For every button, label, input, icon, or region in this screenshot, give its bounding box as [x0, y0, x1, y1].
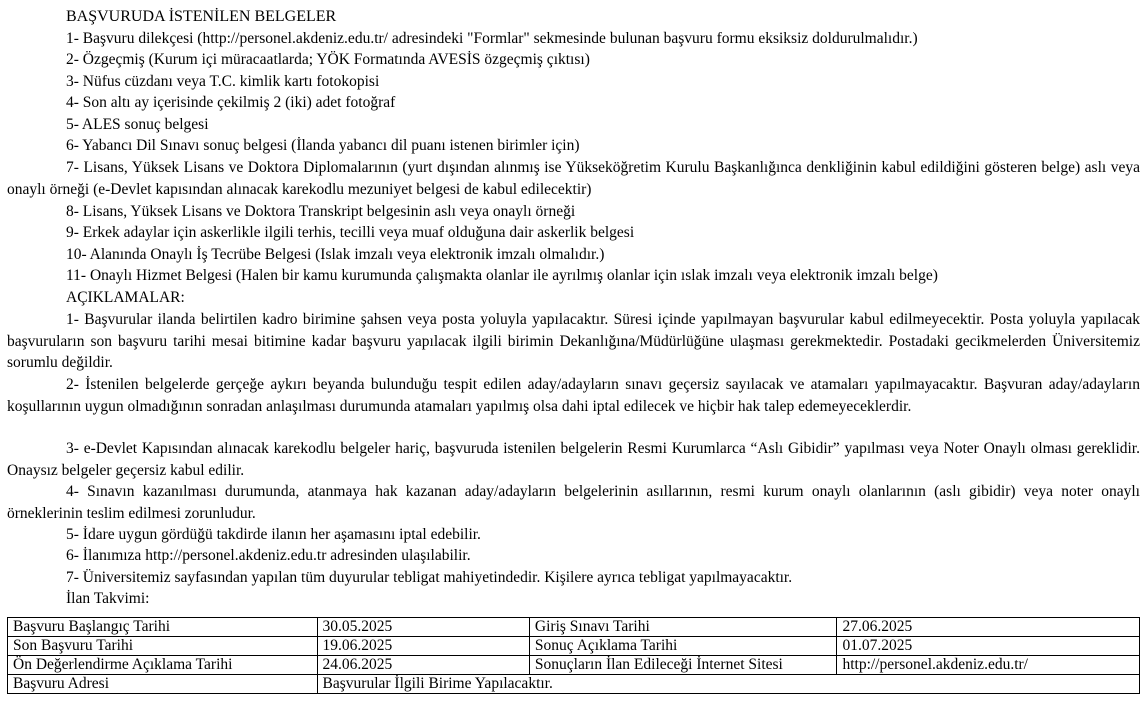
table-cell-label: Başvuru Adresi [8, 675, 318, 694]
table-cell-label: Giriş Sınavı Tarihi [529, 618, 837, 637]
aciklama-item-6: 6- İlanımıza http://personel.akdeniz.edu.tr adresinden ulaşılabilir. [66, 547, 471, 564]
table-row [8, 618, 1140, 637]
aciklama-item-2: 2- İstenilen belgelerde gerçeğe aykırı beyanda bulunduğu tespit edilen aday/adayların sınavı geçersiz sayılacak ve atamaları yapılmayacaktır. Başvuran aday/adayların koşullarının uygun olmadığının sonradan anlaşılması durumunda atamaları yapılmış olsa dahi iptal edilecek ve hiçbir hak talep edemeyeceklerdir. [7, 376, 1140, 415]
belge-item-5: 5- ALES sonuç belgesi [66, 116, 209, 133]
belge-item-11: 11- Onaylı Hizmet Belgesi (Halen bir kamu kurumunda çalışmakta olanlar ile ayrılmış olanlar için ıslak imzalı veya elektronik imzalı belge) [66, 267, 938, 284]
table-cell-date: 27.06.2025 [837, 618, 1140, 637]
belge-item-2: 2- Özgeçmiş (Kurum içi müracaatlarda; YÖK Formatında AVESİS özgeçmiş çıktısı) [66, 51, 590, 68]
ilan-takvimi-table [7, 617, 1140, 694]
aciklama-item-4: 4- Sınavın kazanılması durumunda, atanmaya hak kazanan aday/adayların belgelerinin asıllarının, resmi kurum onaylı olanlarının (aslı gibidir) veya noter onaylı örneklerinin teslim edilmesi zorunludur. [7, 483, 1140, 522]
website-link[interactable]: http://personel.akdeniz.edu.tr/ [837, 656, 1140, 675]
aciklama-item-7: 7- Üniversitemiz sayfasından yapılan tüm duyurular tebligat mahiyetindedir. Kişilere ayrıca tebligat yapılmayacaktır. [66, 569, 793, 586]
table-cell-label: Başvuru Başlangıç Tarihi [8, 618, 318, 637]
belge-item-8: 8- Lisans, Yüksek Lisans ve Doktora Transkript belgesinin aslı veya onaylı örneği [66, 203, 576, 220]
belge-item-6: 6- Yabancı Dil Sınavı sonuç belgesi (İlanda yabancı dil puanı istenen birimler için) [66, 137, 580, 154]
table-cell-date: 30.05.2025 [317, 618, 529, 637]
belge-item-7: 7- Lisans, Yüksek Lisans ve Doktora Diplomalarının (yurt dışından alınmış ise Yükseköğretim Kurulu Başkanlığınca denkliğinin kabul edildiğini gösteren belge) aslı veya onaylı örneği (e-Devlet kapısından alınacak karekodlu mezuniyet belgesi de kabul edilecektir) [7, 159, 1140, 198]
table-cell-label: Sonuçların İlan Edileceği İnternet Sitesi [529, 656, 837, 675]
belge-item-4: 4- Son altı ay içerisinde çekilmiş 2 (iki) adet fotoğraf [66, 94, 396, 111]
table-cell-address: Başvurular İlgili Birime Yapılacaktır. [317, 675, 1139, 694]
table-cell-date: 24.06.2025 [317, 656, 529, 675]
table-row [8, 656, 1140, 675]
table-cell-label: Sonuç Açıklama Tarihi [529, 637, 837, 656]
table-row [8, 675, 1140, 694]
belge-item-10: 10- Alanında Onaylı İş Tecrübe Belgesi (Islak imzalı veya elektronik imzalı olmalıdır.) [66, 246, 605, 263]
belge-item-1: 1- Başvuru dilekçesi (http://personel.akdeniz.edu.tr/ adresindeki "Formlar" sekmesinde bulunan başvuru formu eksiksiz doldurulmalıdır.) [66, 30, 918, 47]
aciklama-item-5: 5- İdare uygun gördüğü takdirde ilanın her aşamasını iptal edebilir. [66, 526, 481, 543]
table-cell-label: Ön Değerlendirme Açıklama Tarihi [8, 656, 318, 675]
table-cell-label: Son Başvuru Tarihi [8, 637, 318, 656]
belge-item-9: 9- Erkek adaylar için askerlikle ilgili terhis, tecilli veya muaf olduğuna dair askerlik belgesi [66, 224, 635, 241]
table-cell-date: 01.07.2025 [837, 637, 1140, 656]
aciklama-item-3: 3- e-Devlet Kapısından alınacak karekodlu belgeler hariç, başvuruda istenilen belgelerin Resmi Kurumlarca “Aslı Gibidir” yapılması veya Noter Onaylı olması gereklidir. Onaysız belgeler geçersiz kabul edilir. [7, 440, 1140, 479]
aciklama-item-1: 1- Başvurular ilanda belirtilen kadro birimine şahsen veya posta yoluyla yapılacaktır. Süresi içinde yapılmayan başvurular kabul edilmeyecektir. Posta yoluyla yapılacak başvuruların son başvuru tarihi mesai bitimine kadar başvuru yapılacak ilgili birimin Dekanlığına/Müdürlüğüne ulaşması gerekmektedir. Postadaki gecikmelerden Üniversitemiz sorumlu değildir. [7, 311, 1140, 371]
belge-item-3: 3- Nüfus cüzdanı veya T.C. kimlik kartı fotokopisi [66, 73, 380, 90]
takvim-title: İlan Takvimi: [66, 590, 150, 607]
table-row [8, 637, 1140, 656]
page-title: BAŞVURUDA İSTENİLEN BELGELER [66, 8, 337, 25]
aciklamalar-title: AÇIKLAMALAR: [66, 289, 185, 306]
table-cell-date: 19.06.2025 [317, 637, 529, 656]
